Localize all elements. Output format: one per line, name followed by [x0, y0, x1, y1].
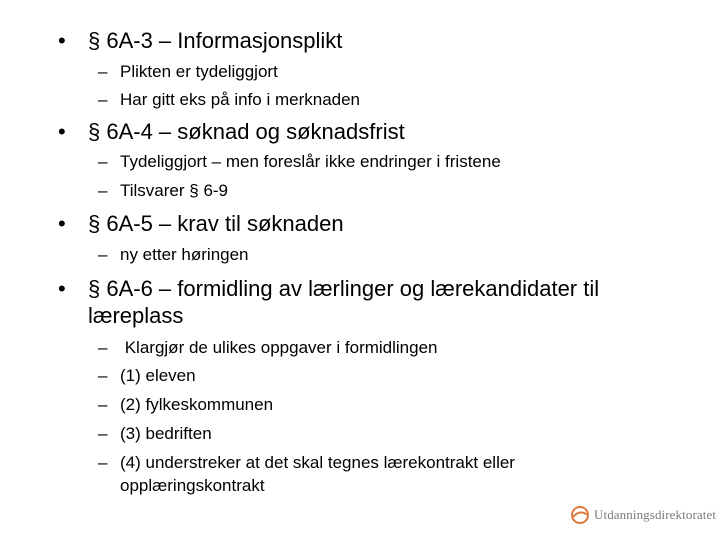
bullet-marker: •: [58, 28, 66, 53]
sub-bullet-text: (4) understreker at det skal tegnes lærekontrakt eller opplæringskontrakt: [120, 453, 515, 495]
dash-marker: –: [98, 62, 108, 81]
bullet-text: § 6A-3 – Informasjonsplikt: [88, 28, 343, 53]
bullet-item: [58, 27, 688, 54]
dash-marker: –: [98, 338, 108, 357]
dash-marker: –: [98, 366, 108, 385]
bullet-marker: •: [58, 276, 66, 301]
sub-bullet-item: [98, 393, 640, 416]
sub-bullet-text: Klargjør de ulikes oppgaver i formidlingen: [120, 338, 438, 357]
dash-marker: –: [98, 152, 108, 171]
sub-bullet-text: ny etter høringen: [120, 245, 249, 264]
utdanningsdirektoratet-logo-icon: [570, 505, 590, 525]
sub-bullet-item: [98, 179, 640, 202]
sub-bullet-text: Plikten er tydeliggjort: [120, 62, 278, 81]
sub-bullet-item: [98, 422, 640, 445]
sub-bullet-item: [98, 364, 640, 387]
bullet-marker: •: [58, 211, 66, 236]
sub-bullet-item: [98, 88, 640, 111]
sub-bullet-item: [98, 243, 640, 266]
bullet-item: [58, 118, 688, 145]
sub-bullet-item: [98, 451, 620, 497]
dash-marker: –: [98, 90, 108, 109]
bullet-marker: •: [58, 119, 66, 144]
sub-bullet-text: (1) eleven: [120, 366, 196, 385]
sub-bullet-item: [98, 150, 640, 173]
dash-marker: –: [98, 181, 108, 200]
sub-bullet-item: [98, 60, 640, 83]
bullet-text: § 6A-4 – søknad og søknadsfrist: [88, 119, 405, 144]
sub-bullet-text: Tilsvarer § 6-9: [120, 181, 229, 200]
bullet-text: § 6A-6 – formidling av lærlinger og lærekandidater til læreplass: [88, 276, 600, 328]
bullet-text: § 6A-5 – krav til søknaden: [88, 211, 344, 236]
sub-bullet-item: [98, 336, 640, 359]
dash-marker: –: [98, 395, 108, 414]
bullet-item: [58, 275, 663, 329]
sub-bullet-text: (2) fylkeskommunen: [120, 395, 274, 414]
logo-text: Utdanningsdirektoratet: [594, 507, 717, 522]
sub-bullet-text: (3) bedriften: [120, 424, 212, 443]
sub-bullet-text: Har gitt eks på info i merknaden: [120, 90, 361, 109]
bullet-item: [58, 210, 688, 237]
dash-marker: –: [98, 424, 108, 443]
dash-marker: –: [98, 245, 108, 264]
utdanningsdirektoratet-logo: [570, 505, 716, 525]
sub-bullet-text: Tydeliggjort – men foreslår ikke endringer i fristene: [120, 152, 501, 171]
dash-marker: –: [98, 453, 108, 472]
